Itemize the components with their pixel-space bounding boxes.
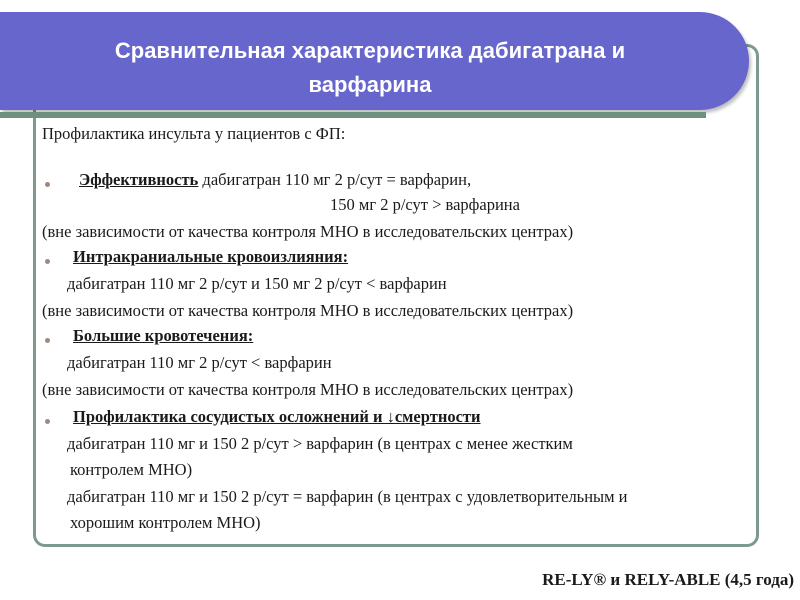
- section-4-text-4: хорошим контролем МНО): [70, 513, 261, 532]
- section-1-text-2: 150 мг 2 р/сут > варфарина: [330, 195, 520, 214]
- section-4-heading: Профилактика сосудистых осложнений и ↓смертности: [73, 407, 481, 426]
- section-1-line-1: [79, 170, 471, 190]
- section-1-text-3: (вне зависимости от качества контроля МНО в исследовательских центрах): [42, 222, 574, 241]
- section-2-text-1: дабигатран 110 мг 2 р/сут и 150 мг 2 р/сут < варфарин: [67, 274, 447, 293]
- section-2-text-2: (вне зависимости от качества контроля МНО в исследовательских центрах): [42, 301, 574, 320]
- section-1-heading: Эффективность: [79, 170, 199, 189]
- title-line-1: Сравнительная характеристика дабигатрана и: [114, 38, 626, 63]
- section-2-heading: Интракраниальные кровоизлияния:: [73, 247, 349, 266]
- bullet-icon: [45, 182, 50, 187]
- section-4-text-3: дабигатран 110 мг и 150 2 р/сут = варфарин (в центрах с удовлетворительным и: [67, 487, 628, 506]
- section-3-text-1: дабигатран 110 мг 2 р/сут < варфарин: [67, 353, 332, 372]
- bullet-icon: [45, 419, 50, 424]
- section-3-text-2: (вне зависимости от качества контроля МНО в исследовательских центрах): [42, 380, 574, 399]
- intro-text: Профилактика инсульта у пациентов с ФП:: [42, 124, 346, 143]
- section-4-text-2: контролем МНО): [70, 460, 193, 479]
- section-4-text-1: дабигатран 110 мг и 150 2 р/сут > варфарин (в центрах с менее жестким: [67, 434, 573, 453]
- section-1-text-1: дабигатран 110 мг 2 р/сут = варфарин,: [202, 170, 472, 189]
- section-3-heading: Большие кровотечения:: [73, 326, 254, 345]
- bullet-icon: [45, 338, 50, 343]
- title-line-2: варфарина: [308, 72, 432, 97]
- source-footnote: RE-LY® и RELY-ABLE (4,5 года): [542, 570, 794, 589]
- bullet-icon: [45, 259, 50, 264]
